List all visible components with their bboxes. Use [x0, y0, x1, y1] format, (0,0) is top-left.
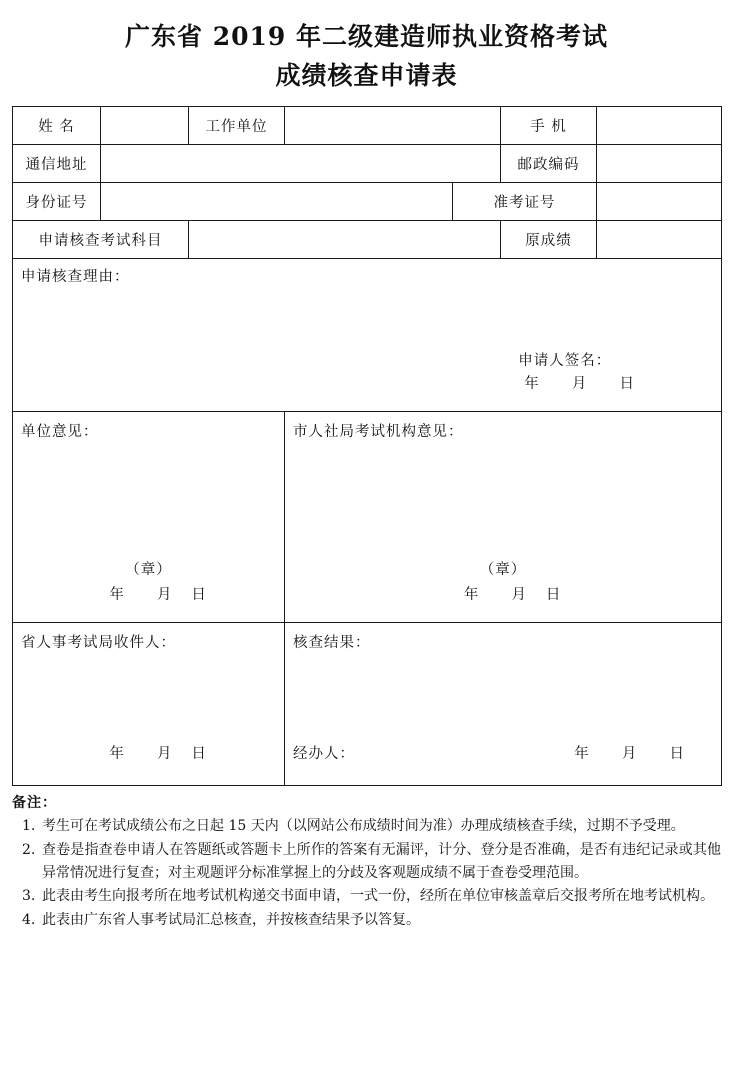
postcode-field[interactable] — [597, 144, 722, 182]
unit-opinion-label: 单位意见： — [21, 423, 99, 440]
original-score-label: 原成绩 — [501, 220, 597, 258]
notes-section — [12, 792, 721, 932]
table-row — [13, 220, 722, 258]
table-row — [13, 106, 722, 144]
date-year-label: 年 — [109, 586, 125, 603]
check-result-label: 核查结果： — [293, 634, 371, 651]
date-month-label: 月 — [157, 745, 173, 762]
date-month-label: 月 — [157, 586, 173, 603]
work-unit-label: 工作单位 — [189, 106, 285, 144]
applicant-signature-label: 申请人签名： — [518, 353, 612, 370]
unit-date — [13, 583, 284, 608]
admission-number-label: 准考证号 — [453, 182, 597, 220]
date-month-label: 月 — [621, 745, 638, 762]
id-number-field[interactable] — [101, 182, 453, 220]
date-day-label: 日 — [619, 376, 635, 393]
unit-stamp-label: （章） — [125, 562, 172, 579]
date-year-label: 年 — [463, 586, 480, 603]
applicant-signature-area — [518, 350, 635, 396]
city-bureau-stamp-label: （章） — [479, 562, 527, 579]
province-receiver-cell[interactable] — [13, 622, 285, 785]
city-bureau-date — [285, 583, 721, 608]
province-receiver-date — [13, 742, 284, 763]
unit-opinion-cell[interactable] — [13, 411, 285, 622]
list-item: 查卷是指查卷申请人在答题纸或答题卡上所作的答案有无漏评，计分、登分是否准确，是否有违纪记录或其他异常情况进行复查；对主观题评分标准掌握上的分歧及客观题成绩不属于查卷受理范围。 — [42, 841, 721, 881]
subject-label: 申请核查考试科目 — [13, 220, 189, 258]
date-day-label: 日 — [545, 586, 562, 603]
name-field[interactable] — [101, 106, 189, 144]
applicant-date — [518, 373, 635, 396]
id-number-label: 身份证号 — [13, 182, 101, 220]
mobile-label: 手 机 — [501, 106, 597, 144]
date-day-label: 日 — [191, 586, 207, 603]
date-day-label: 日 — [191, 745, 207, 762]
admission-number-field[interactable] — [597, 182, 722, 220]
reason-cell[interactable] — [13, 258, 722, 411]
city-bureau-stamp-area — [285, 558, 721, 607]
subject-field[interactable] — [189, 220, 501, 258]
address-label: 通信地址 — [13, 144, 101, 182]
date-month-label: 月 — [571, 376, 588, 393]
original-score-field[interactable] — [597, 220, 722, 258]
application-form-table — [12, 106, 722, 786]
list-item: 此表由考生向报考所在地考试机构递交书面申请，一式一份，经所在单位审核盖章后交报考所在地考试机构。 — [42, 888, 714, 905]
title-line-1: 广东省 2019 年二级建造师执业资格考试 — [125, 22, 608, 51]
table-row — [13, 182, 722, 220]
address-field[interactable] — [101, 144, 501, 182]
work-unit-field[interactable] — [285, 106, 501, 144]
check-result-cell[interactable] — [285, 622, 722, 785]
list-item: 此表由广东省人事考试局汇总核查，并按核查结果予以答复。 — [42, 911, 420, 928]
notes-list — [12, 815, 721, 931]
table-row — [13, 258, 722, 411]
notes-title: 备注： — [12, 794, 57, 811]
handler-label: 经办人： — [293, 745, 355, 762]
reason-label: 申请核查理由： — [21, 268, 130, 285]
postcode-label: 邮政编码 — [501, 144, 597, 182]
page-title — [12, 18, 721, 96]
date-year-label: 年 — [109, 745, 125, 762]
province-receiver-label: 省人事考试局收件人： — [21, 634, 176, 651]
city-bureau-opinion-cell[interactable] — [285, 411, 722, 622]
mobile-field[interactable] — [597, 106, 722, 144]
handler-date — [574, 742, 703, 763]
table-row — [13, 144, 722, 182]
list-item: 考生可在考试成绩公布之日起 15 天内（以网站公布成绩时间为准）办理成绩核查手续，过期不予受理。 — [42, 818, 685, 835]
table-row — [13, 622, 722, 785]
date-day-label: 日 — [669, 745, 685, 762]
table-row — [13, 411, 722, 622]
handler-row — [293, 742, 703, 763]
date-year-label: 年 — [574, 745, 590, 762]
date-month-label: 月 — [511, 586, 527, 603]
name-label: 姓 名 — [13, 106, 101, 144]
city-bureau-opinion-label: 市人社局考试机构意见： — [293, 423, 464, 440]
title-line-2: 成绩核查申请表 — [275, 60, 458, 90]
date-year-label: 年 — [524, 376, 540, 393]
unit-stamp-area — [13, 558, 284, 607]
